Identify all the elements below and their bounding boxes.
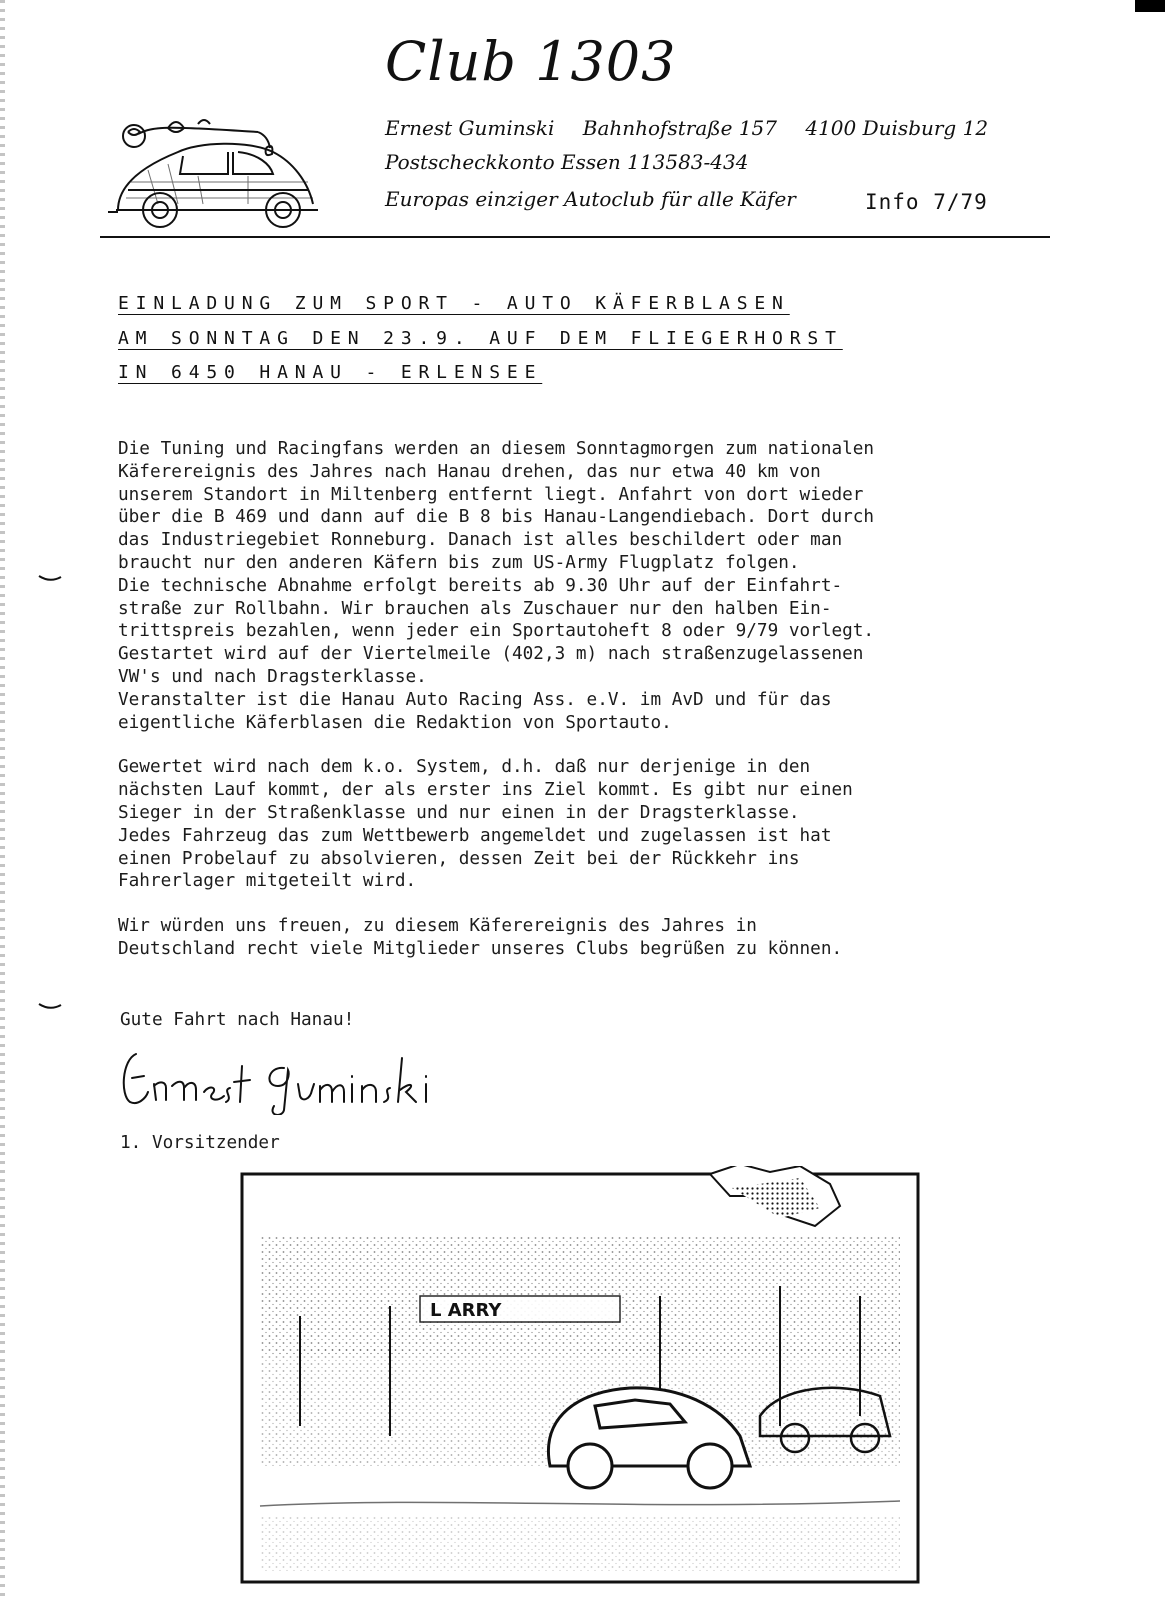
city-address: 4100 Duisburg 12 [805,116,989,140]
body-line: Gestartet wird auf der Viertelmeile (402,3 m) nach straßenzugelassenen [118,644,864,665]
body-line: Veranstalter ist die Hanau Auto Racing Ass. e.V. im AvD und für das [118,689,832,710]
president-name: Ernest Guminski [385,116,555,140]
body-line: das Industriegebiet Ronneburg. Danach ist alles beschildert oder man [118,530,843,551]
body-line: Jedes Fahrzeug das zum Wettbewerb angemeldet und zugelassen ist hat [118,825,832,846]
letterhead-address [385,116,988,140]
body-line: braucht nur den anderen Käfern bis zum US-Army Flugplatz folgen. [118,552,800,573]
body-line: Sieger in der Straßenklasse und nur einen in der Dragsterklasse. [118,802,800,823]
photo-banner: L ARRY [430,1300,502,1321]
beetle-logo-icon [108,112,358,232]
postal-account: Postscheckkonto Essen 113583-434 [385,150,749,174]
punch-mark-icon [38,574,62,582]
car-photo-icon [240,1166,920,1586]
handwritten-signature [118,1040,468,1115]
body-line: nächsten Lauf kommt, der als erster ins Ziel kommt. Es gibt nur einen [118,780,853,801]
body-line: VW's und nach Dragsterklasse. [118,666,427,687]
letter-body [118,438,1103,961]
body-line: Deutschland recht viele Mitglieder unseres Clubs begrüßen zu können. [118,938,843,959]
punch-mark-icon [38,1002,62,1010]
body-line: Die technische Abnahme erfolgt bereits ab 9.30 Uhr auf der Einfahrt- [118,575,843,596]
body-line: einen Probelauf zu absolvieren, dessen Zeit bei der Rückkehr ins [118,848,800,869]
body-line: Gewertet wird nach dem k.o. System, d.h. daß nur derjenige in den [118,757,811,778]
info-code: Info 7/79 [865,190,988,214]
body-line: Die Tuning und Racingfans werden an diesem Sonntagmorgen zum nationalen [118,439,875,459]
body-line: straße zur Rollbahn. Wir brauchen als Zuschauer nur den halben Ein- [118,598,832,619]
body-line: unserem Standort in Miltenberg entfernt liegt. Anfahrt von dort wieder [118,484,864,505]
signatory-role: 1. Vorsitzender [120,1133,280,1153]
headline-line-1: EINLADUNG ZUM SPORT - AUTO KÄFERBLASEN [118,293,790,314]
body-line: über die B 469 und dann auf die B 8 bis Hanau-Langendiebach. Dort durch [118,507,875,528]
closing-greeting: Gute Fahrt nach Hanau! [120,1010,355,1030]
headline-line-3: IN 6450 HANAU - ERLENSEE [118,362,543,383]
scan-corner-mark [1135,0,1165,12]
body-line: Fahrerlager mitgeteilt wird. [118,871,417,892]
club-title: Club 1303 [385,30,677,93]
body-line: trittspreis bezahlen, wenn jeder ein Sportautoheft 8 oder 9/79 vorlegt. [118,621,875,642]
header-rule [100,236,1050,238]
body-line: Käferereignis des Jahres nach Hanau drehen, das nur etwa 40 km von [118,461,821,482]
body-line: Wir würden uns freuen, zu diesem Käferereignis des Jahres in [118,916,757,937]
headline-line-2: AM SONNTAG DEN 23.9. AUF DEM FLIEGERHORST [118,328,843,349]
body-line: eigentliche Käferblasen die Redaktion von Sportauto. [118,712,672,733]
street-address: Bahnhofstraße 157 [582,116,777,140]
scan-edge-left [0,0,5,1600]
club-tagline: Europas einziger Autoclub für alle Käfer [385,187,796,211]
